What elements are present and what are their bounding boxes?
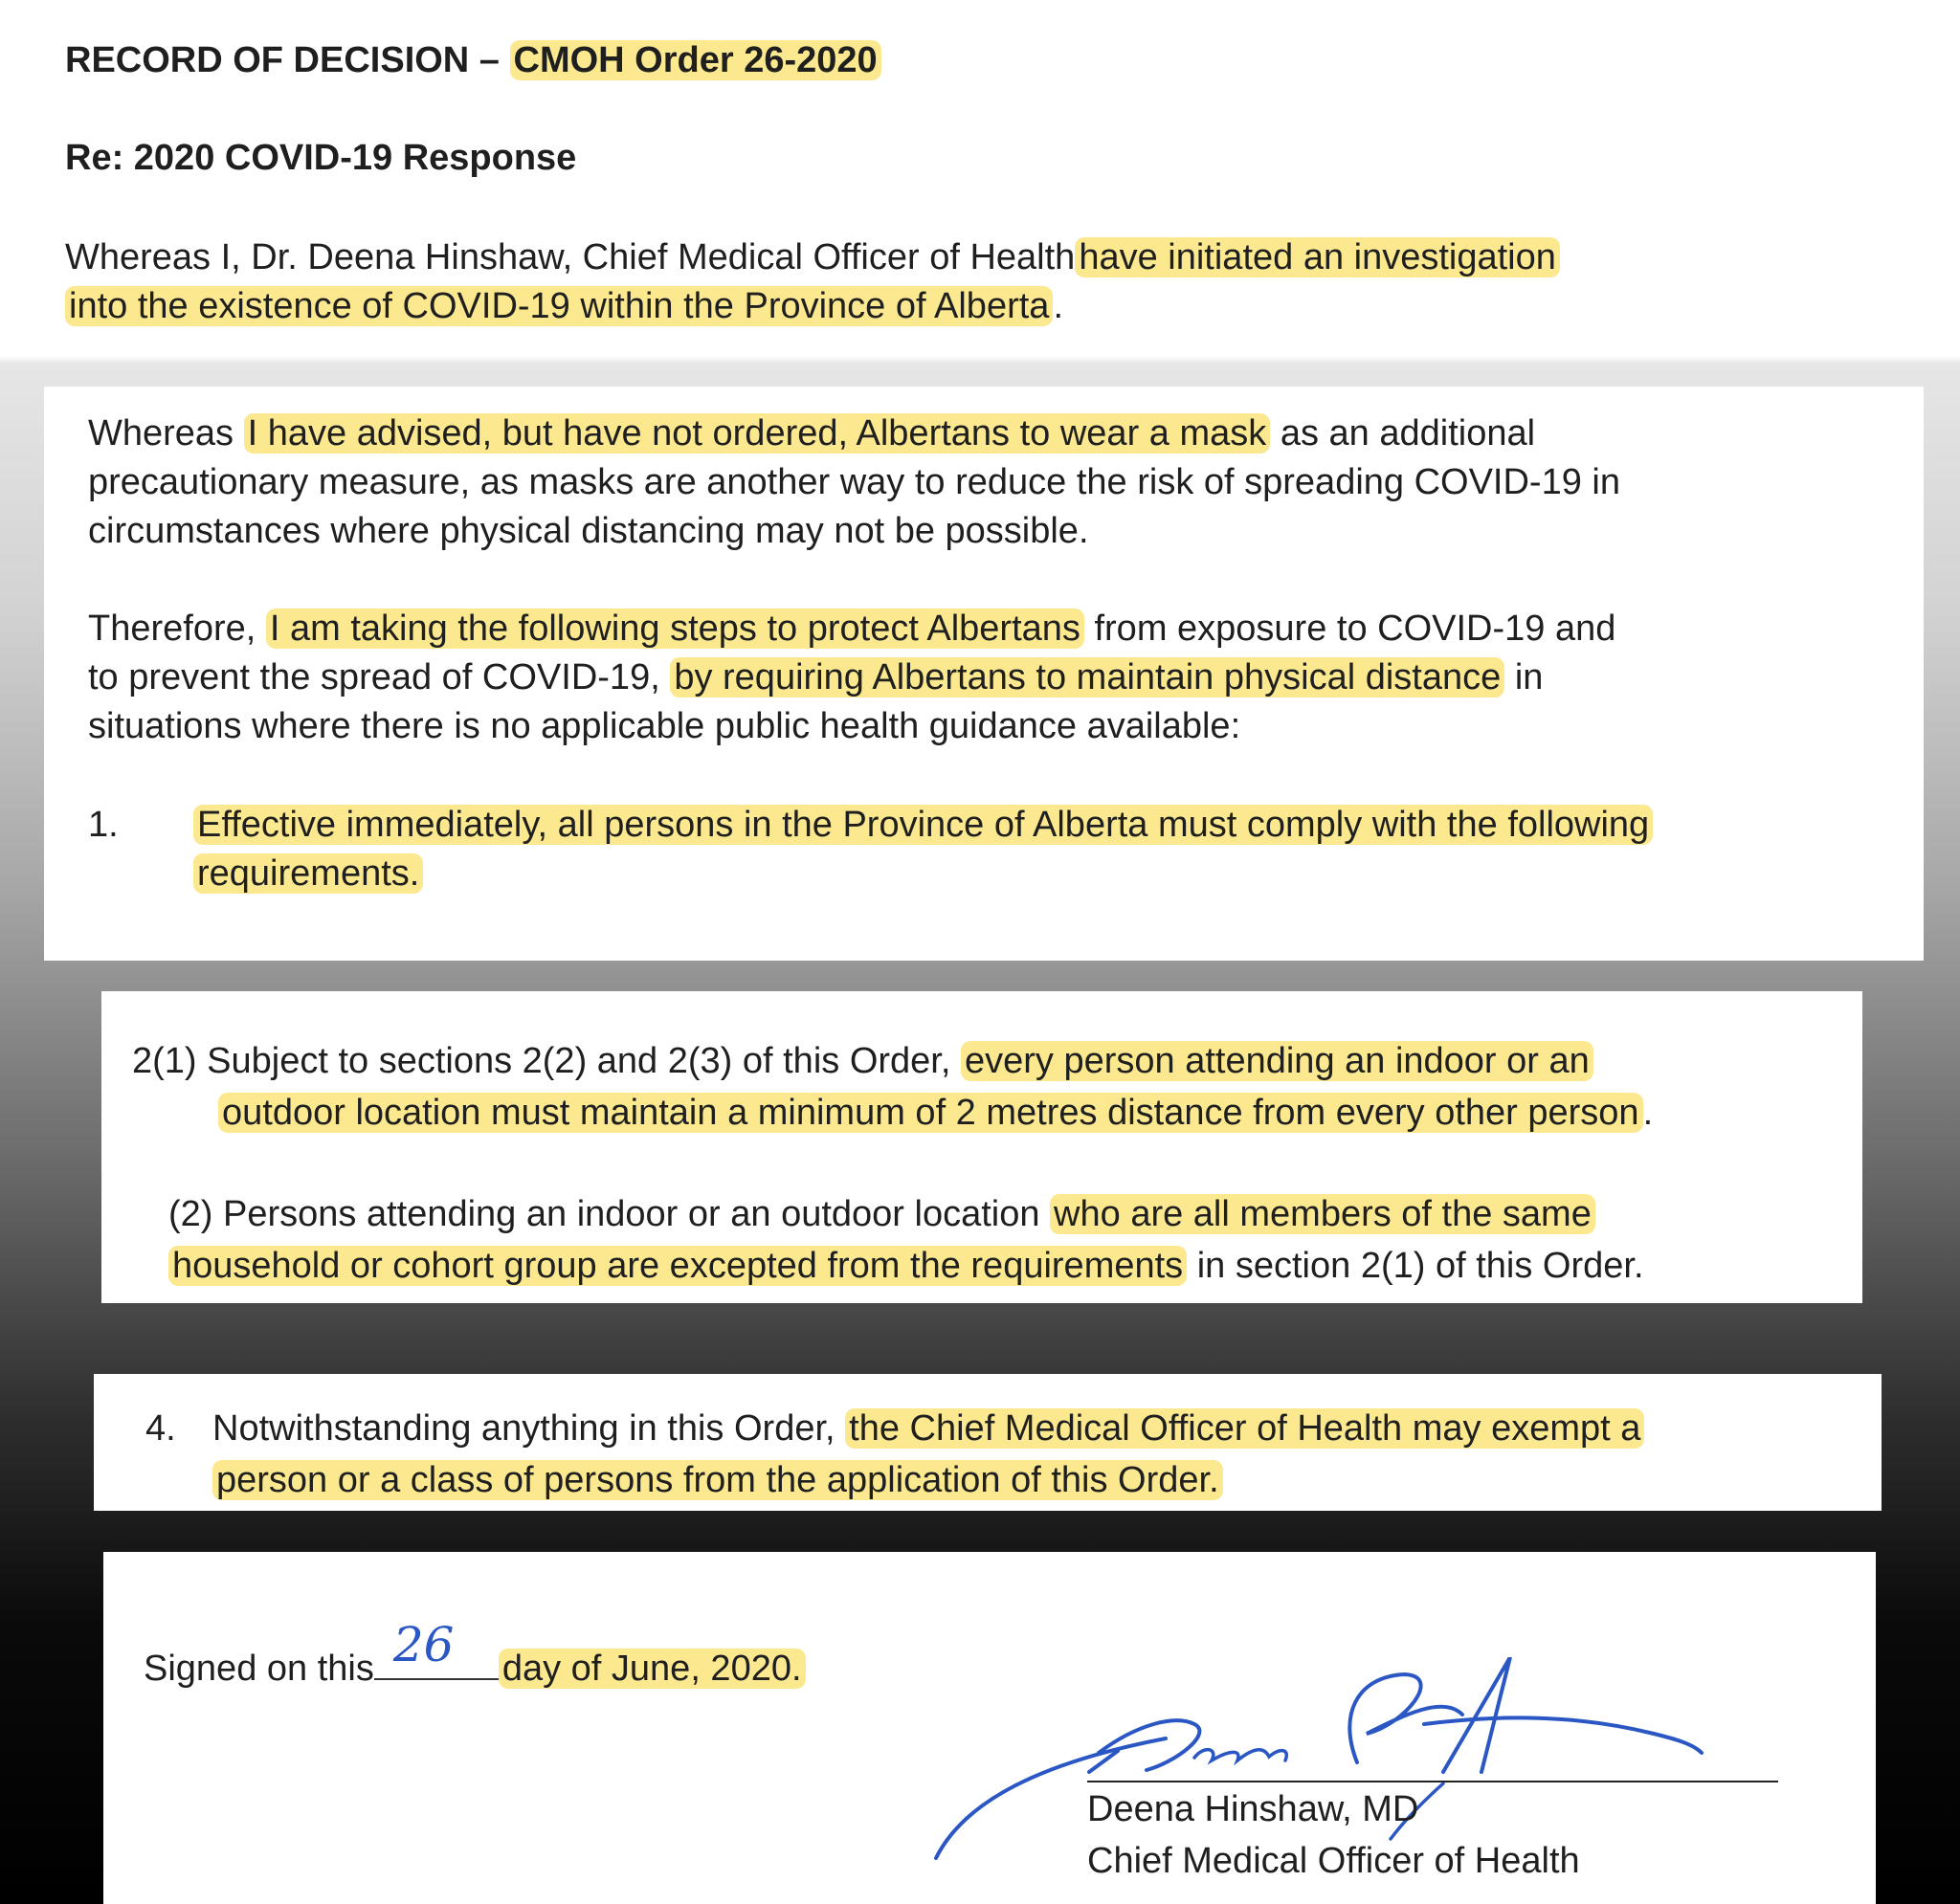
record-title: RECORD OF DECISION – CMOH Order 26-2020: [65, 36, 881, 84]
intro-line-1: Whereas I, Dr. Deena Hinshaw, Chief Medical Officer of Health have initiated an investigation: [65, 233, 1560, 281]
signer-name: Deena Hinshaw, MD: [1087, 1789, 1419, 1829]
section-2-2-line-1: (2) Persons attending an indoor or an outdoor location who are all members of the same: [168, 1190, 1595, 1238]
order-number: CMOH Order 26-2020: [510, 40, 881, 80]
panel1-item-line-2: requirements.: [193, 850, 423, 897]
panel1-item-line-1: Effective immediately, all persons in the Province of Alberta must comply with the following: [193, 801, 1653, 849]
date-day-field: [374, 1617, 499, 1680]
signer-title: Chief Medical Officer of Health: [1087, 1841, 1580, 1881]
panel1-line-1: Whereas I have advised, but have not ordered, Albertans to wear a mask as an additional: [88, 413, 1536, 454]
intro-line-2: into the existence of COVID-19 within the Province of Alberta .: [65, 282, 1063, 330]
exemption-panel: [94, 1374, 1882, 1511]
re-line: Re: 2020 COVID-19 Response: [65, 138, 577, 178]
distance-requirement-panel: [101, 991, 1862, 1303]
section-4-line-1: Notwithstanding anything in this Order, the Chief Medical Officer of Health may exempt a: [212, 1405, 1644, 1452]
section-2-1-line-1: 2(1) Subject to sections 2(2) and 2(3) of this Order, every person attending an indoor or an: [132, 1037, 1593, 1085]
mask-advice-panel: [44, 387, 1924, 961]
section-2-1-line-2: outdoor location must maintain a minimum of 2 metres distance from every other person .: [218, 1089, 1653, 1137]
panel1-line-6: situations where there is no applicable public health guidance available:: [88, 706, 1241, 746]
section-2-2-line-2: household or cohort group are excepted from the requirements in section 2(1) of this Order.: [168, 1242, 1644, 1290]
panel1-line-2: precautionary measure, as masks are another way to reduce the risk of spreading COVID-19 in: [88, 462, 1620, 502]
panel1-line-5: to prevent the spread of COVID-19, by requiring Albertans to maintain physical distance in: [88, 657, 1544, 697]
signature-line: [1087, 1781, 1778, 1782]
handwritten-day: 26: [392, 1617, 455, 1672]
list-item-number: 1.: [88, 805, 119, 845]
signature-panel: [103, 1552, 1876, 1904]
signed-date-line: Signed on this 26 day of June, 2020.: [144, 1642, 806, 1693]
section-4-line-2: person or a class of persons from the application of this Order.: [212, 1456, 1223, 1504]
section-4-number: 4.: [145, 1408, 176, 1449]
panel1-line-3: circumstances where physical distancing may not be possible.: [88, 511, 1089, 551]
document-header-area: [0, 0, 1960, 356]
panel1-line-4: Therefore, I am taking the following steps to protect Albertans from exposure to COVID-19 and: [88, 609, 1616, 649]
